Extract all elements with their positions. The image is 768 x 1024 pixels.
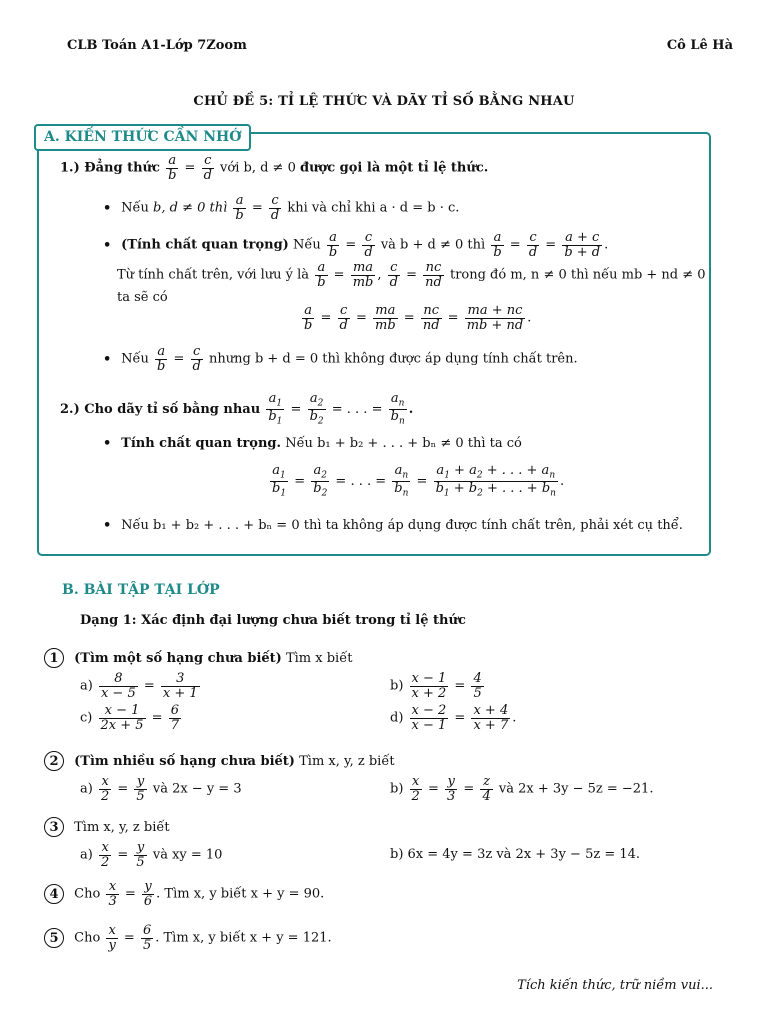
- dang-1-title: Dạng 1: Xác định đại lượng chưa biết trong tỉ lệ thức: [80, 613, 466, 628]
- question-4-pre: Cho: [74, 886, 101, 902]
- bullet-3-text-2: nhưng b + d = 0 thì không được áp dụng tính chất trên.: [209, 351, 578, 367]
- question-4-tail: . Tìm x, y biết x + y = 90.: [156, 886, 325, 902]
- question-3-text: Tìm x, y, z biết: [74, 820, 170, 835]
- bullet-5: • Nếu b₁ + b₂ + . . . + bₙ = 0 thì ta không áp dụng được tính chất trên, phải xét cụ thể.: [103, 518, 683, 533]
- bullet-1-text-1: Nếu: [121, 200, 149, 216]
- bullet-4-bold: Tính chất quan trọng.: [121, 436, 282, 451]
- bullet-4: • Tính chất quan trọng. Nếu b₁ + b₂ + . . . + bₙ ≠ 0 thì ta có: [103, 436, 522, 451]
- question-5-tail: . Tìm x, y biết x + y = 121.: [155, 930, 332, 946]
- question-1c: c) $\frac{x - 1}{2x + 5}$ = $\frac{6}{7}$: [80, 703, 179, 733]
- bullet-4-formula: $\frac{a_1}{b_1}$ = $\frac{a_2}{b_2}$ = . . . = $\frac{a_n}{b_n}$ = $\frac{a_1 + a_2 + . . . + a_n}{b_1 + b_2 + . . . + b_n}$ .: [272, 463, 565, 499]
- bullet-2-bold: (Tính chất quan trọng): [121, 237, 289, 253]
- item-1-condition: với b, d ≠ 0: [220, 160, 296, 176]
- section-a-tab: A. KIẾN THỨC CẦN NHỚ: [34, 124, 251, 151]
- question-number-2: 2: [44, 751, 64, 771]
- question-2-text: Tìm x, y, z biết: [299, 754, 395, 769]
- question-1b: b) $\frac{x - 1}{x + 2}$ = $\frac{4}{5}$: [390, 671, 482, 701]
- bullet-2-line-2: Từ tính chất trên, với lưu ý là $\frac{a}{b}$ = $\frac{ma}{mb}$ , $\frac{c}{d}$ = $\frac{nc}{nd}$ trong đó m, n ≠ 0 thì nếu mb + nd ≠ 0: [117, 260, 706, 290]
- question-3a-tail: và xy = 10: [152, 847, 223, 863]
- question-3: [44, 817, 170, 837]
- bullet-3: • Nếu $\frac{a}{b}$ = $\frac{c}{d}$ nhưng b + d = 0 thì không được áp dụng tính chất trên.: [103, 344, 578, 374]
- bullet-4-text: Nếu b₁ + b₂ + . . . + bₙ ≠ 0 thì ta có: [285, 436, 522, 451]
- bullet-2-text-1: Nếu: [292, 237, 321, 253]
- bullet-1: • Nếu b, d ≠ 0 thì $\frac{a}{b}$ = $\frac{c}{d}$ khi và chỉ khi a · d = b · c.: [103, 193, 460, 223]
- bullet-2-line-3: ta sẽ có: [117, 290, 168, 305]
- bullet-2-line-2a: Từ tính chất trên, với lưu ý là: [117, 267, 310, 283]
- question-number-1: 1: [44, 648, 64, 668]
- bullet-2-formula: $\frac{a}{b}$ = $\frac{c}{d}$ = $\frac{ma}{mb}$ = $\frac{nc}{nd}$ = $\frac{ma + nc}{mb + nd}$ .: [304, 303, 532, 333]
- question-number-3: 3: [44, 817, 64, 837]
- question-3b: b) 6x = 4y = 3z và 2x + 3y − 5z = 14.: [390, 847, 641, 862]
- question-number-5: 5: [44, 928, 64, 948]
- question-1a: a) $\frac{8}{x - 5}$ = $\frac{3}{x + 1}$: [80, 671, 198, 701]
- section-b-title: B. BÀI TẬP TẠI LỚP: [62, 582, 220, 598]
- bullet-2-text-2: và b + d ≠ 0 thì: [380, 237, 486, 253]
- question-3a: a) $\frac{x}{2}$ = $\frac{y}{5}$ và xy = 10: [80, 840, 223, 870]
- question-4: 4 Cho $\frac{x}{3}$ = $\frac{y}{6}$ . Tìm x, y biết x + y = 90.: [44, 880, 324, 908]
- question-5: 5 Cho $\frac{x}{y}$ = $\frac{6}{5}$ . Tìm x, y biết x + y = 121.: [44, 924, 332, 952]
- bullet-1-text-3: khi và chỉ khi a · d = b · c.: [287, 200, 460, 216]
- question-2a: a) $\frac{x}{2}$ = $\frac{y}{5}$ và 2x − y = 3: [80, 774, 242, 804]
- bullet-3-text-1: Nếu: [121, 351, 149, 367]
- question-2b-tail: và 2x + 3y − 5z = −21.: [498, 781, 654, 797]
- bullet-2: • (Tính chất quan trọng) Nếu $\frac{a}{b}$ = $\frac{c}{d}$ và b + d ≠ 0 thì $\frac{a}{b}$ = $\frac{c}{d}$ = $\frac{a + c}{b + d}$ .: [103, 230, 609, 260]
- question-1: [44, 648, 352, 668]
- header-left: CLB Toán A1-Lớp 7Zoom: [67, 38, 247, 53]
- item-1-tail: được gọi là một tỉ lệ thức.: [300, 160, 489, 176]
- item-1: 1.) Đẳng thức $\frac{a}{b}$ = $\frac{c}{d}$ với b, d ≠ 0 được gọi là một tỉ lệ thức.: [60, 153, 489, 183]
- footer-slogan: Tích kiến thức, trữ niềm vui...: [517, 978, 713, 993]
- item-2: 2.) Cho dãy tỉ số bằng nhau $\frac{a_1}{b_1}$ = $\frac{a_2}{b_2}$ = . . . = $\frac{a_n}{b_n}$ .: [60, 391, 414, 427]
- question-2-bold: (Tìm nhiều số hạng chưa biết): [74, 754, 295, 769]
- question-2: [44, 751, 395, 771]
- bullet-5-text: Nếu b₁ + b₂ + . . . + bₙ = 0 thì ta không áp dụng được tính chất trên, phải xét cụ thể.: [121, 518, 683, 533]
- item-2-label: 2.) Cho dãy tỉ số bằng nhau: [60, 402, 261, 418]
- question-1d: d) $\frac{x - 2}{x - 1}$ = $\frac{x + 4}{x + 7}$ .: [390, 703, 517, 733]
- question-2b: b) $\frac{x}{2}$ = $\frac{y}{3}$ = $\frac{z}{4}$ và 2x + 3y − 5z = −21.: [390, 774, 654, 804]
- question-2a-tail: và 2x − y = 3: [152, 781, 242, 797]
- header-right: Cô Lê Hà: [666, 38, 733, 53]
- bullet-2-line-2b: trong đó m, n ≠ 0 thì nếu mb + nd ≠ 0: [449, 267, 706, 283]
- question-5-pre: Cho: [74, 930, 101, 946]
- question-1-bold: (Tìm một số hạng chưa biết): [74, 651, 282, 666]
- question-3b-text: 6x = 4y = 3z và 2x + 3y − 5z = 14.: [407, 847, 641, 862]
- question-1-text: Tìm x biết: [285, 651, 353, 666]
- page-title: CHỦ ĐỀ 5: TỈ LỆ THỨC VÀ DÃY TỈ SỐ BẰNG NHAU: [193, 94, 575, 109]
- question-number-4: 4: [44, 884, 64, 904]
- item-1-label: 1.) Đẳng thức: [60, 160, 160, 176]
- bullet-1-text-2: b, d ≠ 0 thì: [153, 200, 228, 216]
